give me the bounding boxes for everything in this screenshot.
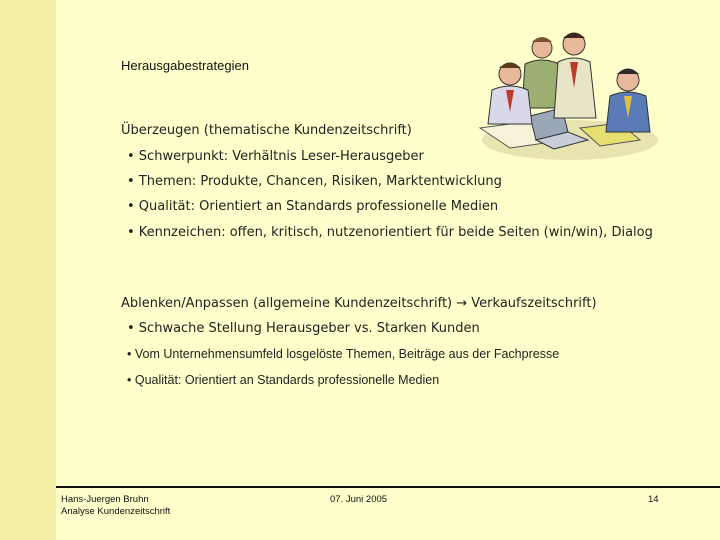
section2-heading-part-a: Ablenken/Anpassen (allgemeine Kundenzeitschrift) xyxy=(121,296,453,311)
section1-bullet: • Kennzeichen: offen, kritisch, nutzenorientiert für beide Seiten (win/win), Dialog xyxy=(127,225,653,240)
section2-bullet: • Vom Unternehmensumfeld losgelöste Themen, Beiträge aus der Fachpresse xyxy=(127,347,560,361)
footer-subtitle: Analyse Kundenzeitschrift xyxy=(61,506,171,517)
section2-heading-part-b: Verkaufszeitschrift) xyxy=(471,296,597,311)
section2-bullet: • Schwache Stellung Herausgeber vs. Starken Kunden xyxy=(127,321,480,336)
page-number: 14 xyxy=(648,494,659,505)
section2-heading xyxy=(121,296,597,311)
business-team-clipart-icon xyxy=(470,28,660,163)
slide-title: Herausgabestrategien xyxy=(121,58,249,73)
section1-bullet: • Qualität: Orientiert an Standards professionelle Medien xyxy=(127,199,499,214)
section1-heading: Überzeugen (thematische Kundenzeitschrift) xyxy=(121,123,412,138)
footer-date: 07. Juni 2005 xyxy=(330,494,388,505)
section2-bullet: • Qualität: Orientiert an Standards professionelle Medien xyxy=(127,373,440,387)
left-band xyxy=(0,0,56,540)
section1-bullet: • Schwerpunkt: Verhältnis Leser-Herausgeber xyxy=(127,149,424,164)
footer-author: Hans-Juergen Bruhn xyxy=(61,494,149,505)
footer-author-block xyxy=(61,494,170,518)
right-arrow-icon: → xyxy=(456,296,468,311)
section1-bullet: • Themen: Produkte, Chancen, Risiken, Marktentwicklung xyxy=(127,174,502,189)
footer-divider xyxy=(56,486,720,488)
